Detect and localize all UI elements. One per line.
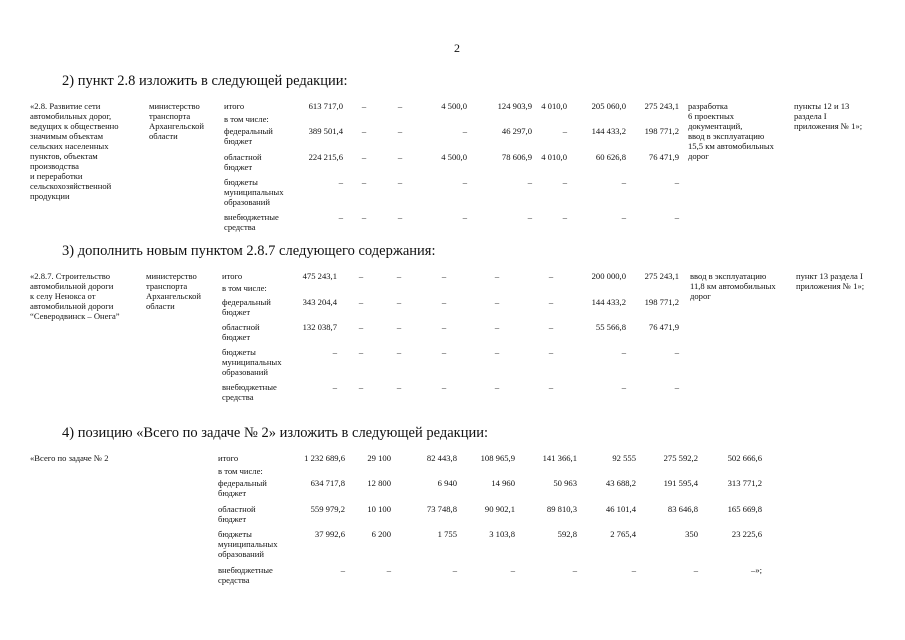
sec2-value-cell: – (674, 177, 679, 187)
section-4-heading: 4) позицию «Всего по задаче № 2» изложить в следующей редакции: (62, 425, 489, 441)
sec2-value-cell: 198 771,2 (644, 126, 679, 136)
sec2-value-cell: – (462, 126, 467, 136)
sec3-value-cell: – (396, 297, 402, 307)
sec3-value-cell: 475 243,1 (302, 271, 337, 281)
sec4-value-cell: 82 443,8 (426, 453, 457, 463)
sec3-value-cell: – (548, 271, 554, 281)
sec2-value-cell: – (361, 177, 367, 187)
sec2-value-cell: – (674, 212, 679, 222)
sec2-row-label (224, 126, 273, 146)
sec4-value-cell: 6 940 (437, 478, 457, 488)
sec4-value-cell: 559 979,2 (310, 504, 345, 514)
sec3-value-cell: – (548, 297, 554, 307)
sec3-value-cell: 200 000,0 (591, 271, 626, 281)
sec2-value-cell: – (562, 126, 567, 136)
sec3-value-cell: – (621, 382, 626, 392)
sec2-row-label (224, 212, 279, 232)
sec2-value-cell: – (397, 152, 403, 162)
sec4-value-cell: – (572, 565, 577, 575)
sec3-value-cell: – (358, 347, 364, 357)
sec3-row-label (222, 271, 242, 281)
row-label-line: бюджет (224, 136, 253, 146)
sec4-value-cell: 502 666,6 (727, 453, 762, 463)
row-label-line: внебюджетные (224, 212, 279, 222)
sec4-value-cell: – (340, 565, 345, 575)
sec4-value-cell: 3 103,8 (489, 529, 515, 539)
sec2-value-cell: 4 500,0 (441, 101, 467, 111)
sec4-value-cell: 141 366,1 (542, 453, 577, 463)
row-label-line: федеральный (224, 126, 273, 136)
sec3-value-cell: – (548, 322, 554, 332)
sec2-value-cell: – (361, 126, 367, 136)
sec3-value-cell: – (674, 347, 679, 357)
sec3-row-label (222, 283, 267, 293)
sec3-value-cell: 76 471,9 (648, 322, 679, 332)
sec3-value-cell: – (441, 297, 447, 307)
sec2-row-label (224, 101, 244, 111)
sec3-value-cell: – (396, 322, 402, 332)
sec4-value-cell: 92 555 (612, 453, 636, 463)
sec2-value-cell: – (397, 126, 403, 136)
sec4-row-label (218, 504, 256, 524)
sec2-value-cell: – (562, 177, 567, 187)
sec3-value-cell: 275 243,1 (644, 271, 679, 281)
sec4-row-label (218, 466, 263, 476)
sec4-row-label (218, 529, 278, 559)
sec4-value-cell: – (452, 565, 457, 575)
row-label-line: средства (218, 575, 250, 585)
sec3-value-cell: – (396, 271, 402, 281)
sec4-value-cell: 14 960 (491, 478, 515, 488)
sec3-value-cell: – (332, 382, 337, 392)
sec4-value-cell: – (510, 565, 515, 575)
sec3-value-cell: – (621, 347, 626, 357)
row-label-line: образований (224, 197, 270, 207)
sec4-value-cell: 350 (685, 529, 698, 539)
sec3-executor: министерство транспорта Архангельской области (146, 271, 201, 311)
row-label-line: муниципальных (218, 539, 278, 549)
row-label-line: итого (224, 101, 245, 111)
row-label-line: бюджет (218, 488, 247, 498)
sec4-value-cell: 6 200 (371, 529, 391, 539)
row-label-line: внебюджетные (222, 382, 277, 392)
row-label-line: итого (218, 453, 239, 463)
sec4-value-cell: – (631, 565, 636, 575)
sec2-value-cell: 224 215,6 (308, 152, 343, 162)
sec2-value-cell: 76 471,9 (648, 152, 679, 162)
sec4-value-cell: 313 771,2 (727, 478, 762, 488)
sec4-title: «Всего по задаче № 2 (30, 453, 109, 463)
sec2-value-cell: – (338, 177, 343, 187)
sec4-row-label (218, 478, 267, 498)
sec3-value-cell: – (396, 347, 402, 357)
sec3-value-cell: – (358, 271, 364, 281)
section-3-heading: 3) дополнить новым пунктом 2.8.7 следующего содержания: (62, 243, 436, 259)
sec4-value-cell: 50 963 (553, 478, 577, 488)
sec4-value-cell: 10 100 (367, 504, 391, 514)
sec4-value-cell: 191 595,4 (663, 478, 698, 488)
sec4-value-cell: 275 592,2 (663, 453, 698, 463)
sec3-value-cell: 198 771,2 (644, 297, 679, 307)
sec3-value-cell: – (441, 271, 447, 281)
sec2-value-cell: – (361, 212, 367, 222)
sec3-value-cell: – (441, 382, 447, 392)
row-label-line: бюджеты (224, 177, 258, 187)
sec3-value-cell: – (358, 382, 364, 392)
sec4-value-cell: 1 232 689,6 (304, 453, 345, 463)
sec2-value-cell: 60 626,8 (595, 152, 626, 162)
row-label-line: образований (218, 549, 264, 559)
sec4-value-cell: 634 717,8 (310, 478, 345, 488)
sec3-value-cell: – (548, 347, 554, 357)
row-label-line: в том числе: (218, 466, 263, 476)
row-label-line: муниципальных (224, 187, 284, 197)
sec4-value-cell: 43 688,2 (605, 478, 636, 488)
sec2-value-cell: – (527, 177, 532, 187)
sec2-value-cell: – (397, 177, 403, 187)
row-label-line: средства (224, 222, 256, 232)
sec2-value-cell: – (462, 177, 467, 187)
sec4-value-cell: 165 669,8 (727, 504, 762, 514)
sec4-value-cell: – (693, 565, 698, 575)
sec2-value-cell: – (527, 212, 532, 222)
sec4-row-label (218, 453, 238, 463)
sec2-row-label (224, 152, 262, 172)
sec4-value-cell: 23 225,6 (731, 529, 762, 539)
page-number: 2 (454, 41, 460, 55)
row-label-line: бюджеты (222, 347, 256, 357)
sec3-result: ввод в эксплуатацию 11,8 км автомобильных дорог (690, 271, 776, 301)
sec4-value-cell: – (386, 565, 391, 575)
sec3-value-cell: – (494, 322, 500, 332)
sec4-row-label (218, 565, 273, 585)
sec2-value-cell: – (361, 101, 367, 111)
sec3-value-cell: – (441, 347, 447, 357)
sec3-row-label (222, 322, 260, 342)
sec2-reference: пункты 12 и 13 раздела I приложения № 1»; (794, 101, 863, 131)
section-2-heading: 2) пункт 2.8 изложить в следующей редакции: (62, 73, 348, 89)
sec4-value-cell: 2 765,4 (610, 529, 636, 539)
row-label-line: внебюджетные (218, 565, 273, 575)
sec2-value-cell: 275 243,1 (644, 101, 679, 111)
sec3-value-cell: 144 433,2 (591, 297, 626, 307)
row-label-line: муниципальных (222, 357, 282, 367)
sec2-value-cell: 4 010,0 (541, 152, 567, 162)
sec2-value-cell: – (462, 212, 467, 222)
sec3-value-cell: – (358, 322, 364, 332)
sec2-value-cell: 389 501,4 (308, 126, 343, 136)
sec2-value-cell: – (361, 152, 367, 162)
row-label-line: бюджет (222, 307, 251, 317)
row-label-line: областной (218, 504, 256, 514)
sec2-row-label (224, 114, 269, 124)
sec2-value-cell: – (562, 212, 567, 222)
sec2-value-cell: – (621, 177, 626, 187)
sec2-value-cell: – (397, 101, 403, 111)
sec2-value-cell: 78 606,9 (501, 152, 532, 162)
sec3-reference: пункт 13 раздела I приложения № 1»; (796, 271, 865, 291)
sec4-value-cell: 83 646,8 (667, 504, 698, 514)
sec2-value-cell: 613 717,0 (308, 101, 343, 111)
sec3-value-cell: – (358, 297, 364, 307)
sec3-title: «2.8.7. Строительство автомобильной дороги к селу Ненокса от автомобильной дороги “Северодвинск – Онега” (30, 271, 120, 321)
sec2-value-cell: 4 500,0 (441, 152, 467, 162)
sec2-value-cell: 144 433,2 (591, 126, 626, 136)
sec2-result: разработка 6 проектных документаций, ввод в эксплуатацию 15,5 км автомобильных дорог (688, 101, 774, 161)
sec2-value-cell: 124 903,9 (497, 101, 532, 111)
sec3-value-cell: – (494, 297, 500, 307)
sec4-value-cell: 37 992,6 (314, 529, 345, 539)
sec4-value-cell: 592,8 (557, 529, 577, 539)
sec4-value-cell: 12 800 (367, 478, 391, 488)
row-label-line: в том числе: (224, 114, 269, 124)
sec3-value-cell: – (494, 347, 500, 357)
row-label-line: образований (222, 367, 268, 377)
row-label-line: бюджеты (218, 529, 252, 539)
sec3-value-cell: – (494, 382, 500, 392)
row-label-line: средства (222, 392, 254, 402)
row-label-line: областной (224, 152, 262, 162)
sec4-value-cell: 29 100 (367, 453, 391, 463)
row-label-line: бюджет (218, 514, 247, 524)
sec4-value-cell: 90 902,1 (484, 504, 515, 514)
row-label-line: областной (222, 322, 260, 332)
sec2-value-cell: – (338, 212, 343, 222)
row-label-line: бюджет (222, 332, 251, 342)
sec4-value-cell: –»; (751, 565, 762, 575)
sec3-value-cell: – (548, 382, 554, 392)
sec2-value-cell: – (621, 212, 626, 222)
sec4-value-cell: 108 965,9 (480, 453, 515, 463)
sec3-value-cell: – (674, 382, 679, 392)
row-label-line: федеральный (218, 478, 267, 488)
row-label-line: бюджет (224, 162, 253, 172)
sec4-value-cell: 73 748,8 (426, 504, 457, 514)
sec4-value-cell: 89 810,3 (546, 504, 577, 514)
sec3-value-cell: 55 566,8 (595, 322, 626, 332)
sec2-value-cell: – (397, 212, 403, 222)
row-label-line: федеральный (222, 297, 271, 307)
sec3-row-label (222, 297, 271, 317)
sec4-value-cell: 1 755 (437, 529, 457, 539)
sec3-value-cell: 343 204,4 (302, 297, 337, 307)
sec3-value-cell: – (494, 271, 500, 281)
sec3-value-cell: – (332, 347, 337, 357)
sec2-value-cell: 46 297,0 (501, 126, 532, 136)
row-label-line: итого (222, 271, 243, 281)
sec3-value-cell: 132 038,7 (302, 322, 337, 332)
sec2-value-cell: 205 060,0 (591, 101, 626, 111)
sec3-value-cell: – (441, 322, 447, 332)
sec2-value-cell: 4 010,0 (541, 101, 567, 111)
sec4-value-cell: 46 101,4 (605, 504, 636, 514)
sec2-title: «2.8. Развитие сети автомобильных дорог, ведущих к общественно значимым объектам сельских населенных пунктов, объектам производства и переработки сельскохозяйственной продукции (30, 101, 119, 201)
row-label-line: в том числе: (222, 283, 267, 293)
sec3-value-cell: – (396, 382, 402, 392)
sec2-executor: министерство транспорта Архангельской области (149, 101, 204, 141)
